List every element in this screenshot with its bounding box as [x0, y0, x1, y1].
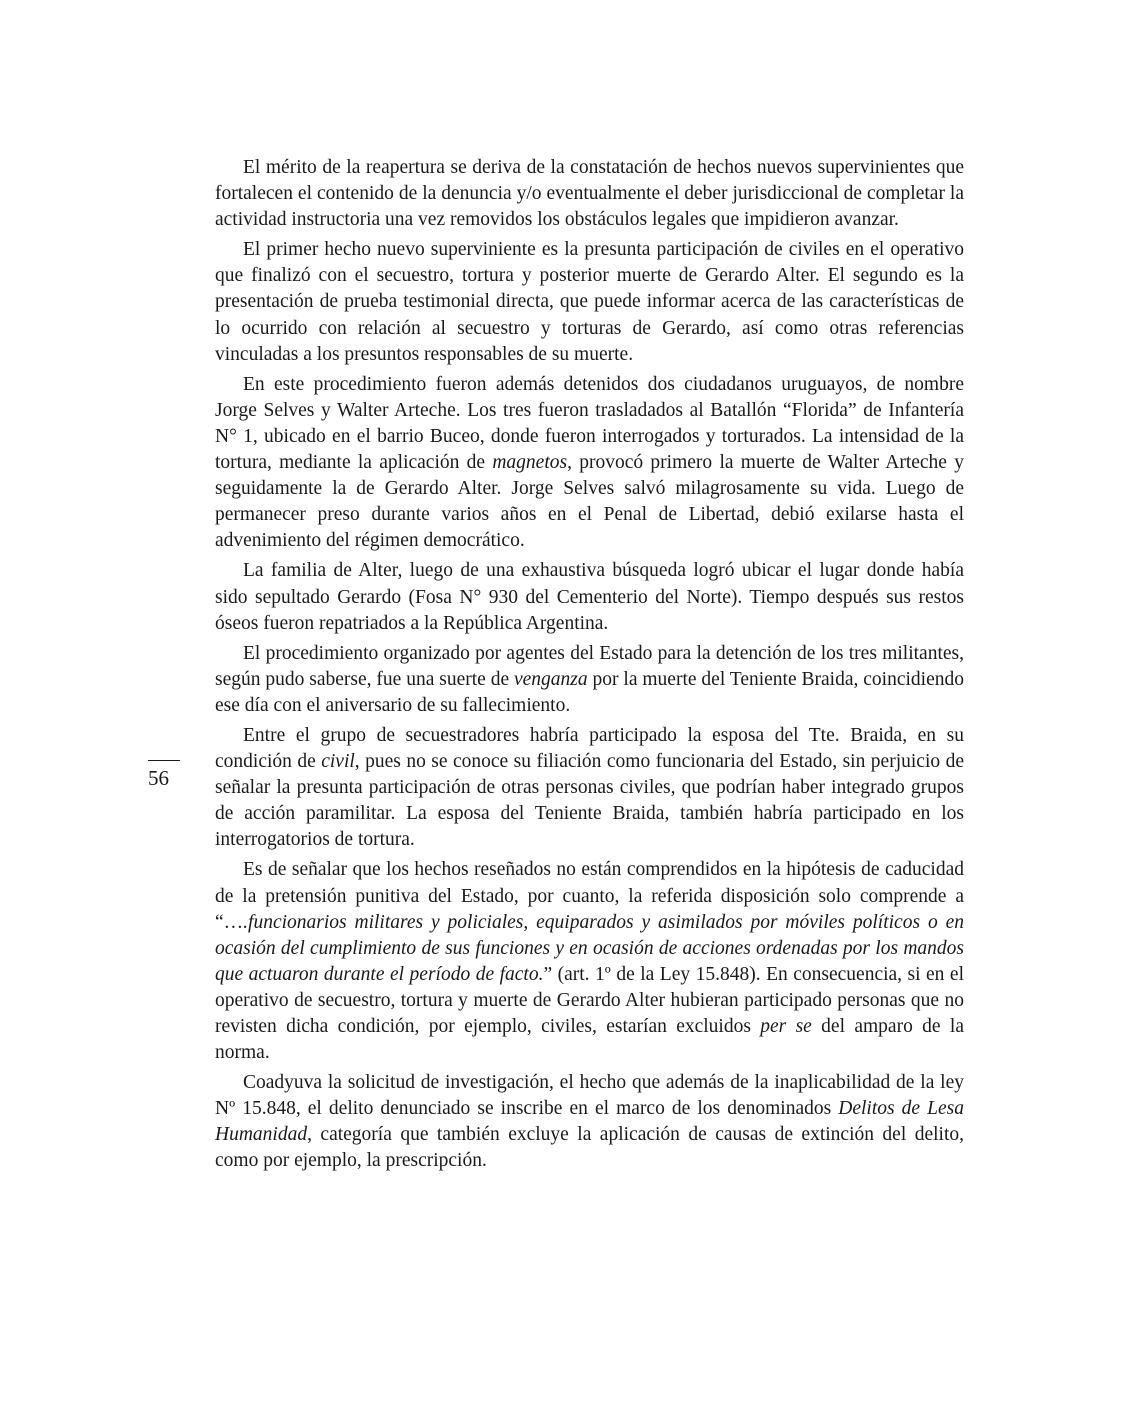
text-run: por la muerte del Teniente Braida, coincidiendo ese día con el aniversario de su fallecimiento. [215, 668, 964, 716]
italic-text: civil [321, 751, 355, 773]
body-text [215, 155, 964, 1175]
text-run: El mérito de la reapertura se deriva de la constatación de hechos nuevos supervinientes que fortalecen el contenido de la denuncia y/o eventualmente el deber jurisdiccional de completar la actividad instructoria una vez removidos los obstáculos legales que impidieron avanzar. [215, 157, 964, 231]
paragraph [215, 558, 964, 636]
paragraph [215, 372, 964, 555]
italic-text: venganza [514, 668, 588, 690]
text-run: Es de señalar que los hechos reseñados no están comprendidos en la hipótesis de caducidad de la pretensión punitiva del Estado, por cuanto, la referida disposición solo comprende a “… [215, 859, 964, 933]
paragraph [215, 1070, 964, 1174]
page-number: 56 [148, 766, 169, 790]
text-run: , provocó primero la muerte de Walter Arteche y seguidamente la de Gerardo Alter. Jorge Selves salvó milagrosamente su vida. Luego de permanecer preso durante varios años en el Penal de Libertad, debió exilarse hasta el advenimiento del régimen democrático. [215, 452, 964, 552]
italic-text: per se [760, 1016, 812, 1037]
text-run: Entre el grupo de secuestradores habría participado la esposa del Tte. Braida, en su condición de [215, 724, 964, 773]
paragraph [215, 237, 964, 367]
italic-text: Delitos de Lesa Humanidad [215, 1098, 965, 1146]
text-run: Coadyuva la solicitud de investigación, el hecho que además de la inaplicabilidad de la ley Nº 15.848, el delito denunciado se inscribe en el marco de los denominados [215, 1072, 964, 1120]
text-run: El primer hecho nuevo superviniente es la presunta participación de civiles en el operativo que finalizó con el secuestro, tortura y posterior muerte de Gerardo Alter. El segundo es la presentación de prueba testimonial directa, que puede informar acerca de las características de lo ocurrido con relación al secuestro y torturas de Gerardo, así como otras referencias vinculadas a los presuntos responsables de su muerte. [215, 239, 964, 365]
text-run: , pues no se conoce su filiación como funcionaria del Estado, sin perjuicio de señalar la presunta participación de otras personas civiles, que podrían haber integrado grupos de acción paramilitar. La esposa del Teniente Braida, también habría participado en los interrogatorios de tortura. [215, 751, 964, 851]
text-run: En este procedimiento fueron además detenidos dos ciudadanos uruguayos, de nombre Jorge Selves y Walter Arteche. Los tres fueron trasladados al Batallón “Florida” de Infantería N° 1, ubicado en el barrio Buceo, donde fueron interrogados y torturados. La intensidad de la tortura, mediante la aplicación de [215, 373, 964, 474]
italic-text: magnetos [492, 452, 568, 474]
text-run: La familia de Alter, luego de una exhaustiva búsqueda logró ubicar el lugar donde había sido sepultado Gerardo (Fosa N° 930 del Cementerio del Norte). Tiempo después sus restos óseos fueron repatriados a la República Argentina. [215, 560, 964, 634]
paragraph [215, 641, 964, 719]
paragraph [215, 723, 964, 853]
italic-text: .funcionarios militares y policiales, equiparados y asimilados por móviles políticos o en ocasión del cumplimiento de sus funciones y en ocasión de acciones ordenadas por los mandos que actuaron durante el período de facto. [215, 911, 964, 985]
paragraph [215, 155, 964, 233]
text-run: ” (art. 1º de la Ley 15.848). En consecuencia, si en el operativo de secuestro, tortura y muerte de Gerardo Alter hubieran participado personas que no revisten dicha condición, por ejemplo, civiles, estarían excluidos [215, 963, 964, 1037]
paragraph [215, 857, 964, 1066]
text-run: del amparo de la norma. [215, 1016, 964, 1064]
text-run: , categoría que también excluye la aplicación de causas de extinción del delito, como por ejemplo, la prescripción. [215, 1124, 964, 1172]
page-number-rule [148, 760, 180, 761]
text-run: El procedimiento organizado por agentes del Estado para la detención de los tres militantes, según pudo saberse, fue una suerte de [215, 642, 964, 690]
